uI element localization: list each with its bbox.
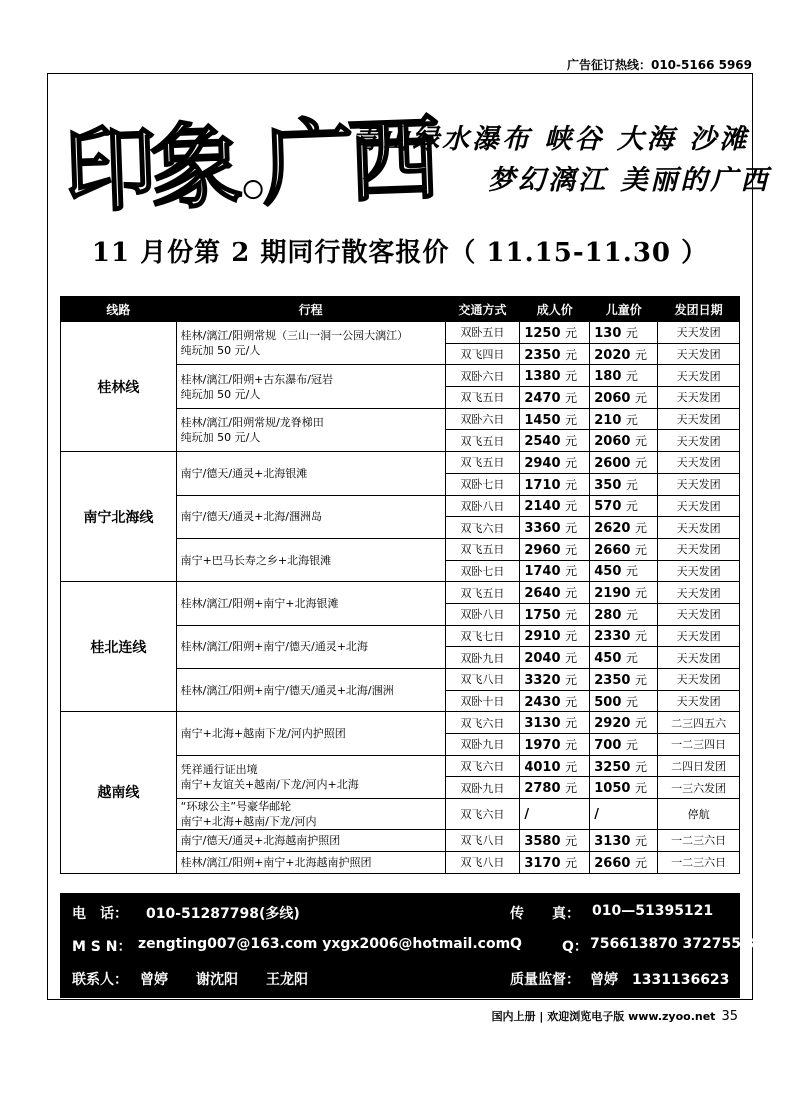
- child-price-cell: [590, 322, 658, 344]
- currency-unit: 元: [565, 781, 578, 796]
- child-price-value: 700: [594, 737, 622, 753]
- departure-cell: 天天发团: [658, 582, 740, 604]
- currency-unit: 元: [625, 564, 638, 579]
- supervisor-label: 质量监督：: [510, 972, 580, 988]
- currency-unit: 元: [634, 542, 647, 557]
- child-price-cell: [590, 669, 658, 691]
- itinerary-line: 纯玩加 50 元/人: [180, 430, 261, 444]
- currency-unit: 元: [565, 586, 578, 601]
- table-row: [61, 712, 740, 734]
- route-name: 桂北连线: [61, 582, 177, 712]
- adult-price-cell: [520, 851, 590, 873]
- departure-cell: 天天发团: [658, 365, 740, 387]
- child-price-value: 1050: [594, 781, 631, 797]
- currency-unit: 元: [634, 716, 647, 731]
- adult-price-value: 1740: [524, 564, 561, 580]
- adult-price-value: 1970: [524, 737, 561, 753]
- itinerary-line: 南宁+北海+越南/下龙/河内: [180, 815, 317, 829]
- itinerary-cell: [176, 830, 445, 852]
- adult-price-cell: [520, 625, 590, 647]
- departure-cell: 二三四五六: [658, 712, 740, 734]
- currency-unit: 元: [565, 455, 578, 470]
- currency-unit: 元: [565, 347, 578, 362]
- departure-cell: 一二三六日: [658, 830, 740, 852]
- transport-cell: 双卧八日: [445, 603, 520, 625]
- child-price-cell: [590, 755, 658, 777]
- page-number: 35: [721, 1009, 738, 1024]
- child-price-value: 570: [594, 499, 622, 515]
- departure-cell: 天天发团: [658, 538, 740, 560]
- departure-cell: 天天发团: [658, 625, 740, 647]
- adult-price-value: 2540: [524, 434, 561, 450]
- contacts-names: 曾婷 谢沈阳 王龙阳: [140, 972, 308, 988]
- adult-price-cell: [520, 582, 590, 604]
- departure-cell: 天天发团: [658, 560, 740, 582]
- itinerary-line: 桂林/漓江/阳朔+古东瀑布/冠岩: [180, 372, 334, 386]
- child-price-value: 130: [594, 325, 622, 341]
- departure-cell: 天天发团: [658, 387, 740, 409]
- child-price-cell: [590, 452, 658, 474]
- departure-cell: 二四日发团: [658, 755, 740, 777]
- adult-price-cell: [520, 387, 590, 409]
- itinerary-cell: [176, 322, 445, 365]
- itinerary-cell: [176, 495, 445, 538]
- table-row: [61, 452, 740, 474]
- departure-cell: 天天发团: [658, 517, 740, 539]
- child-price-cell: [590, 777, 658, 799]
- currency-unit: 元: [625, 325, 638, 340]
- qq-label: Q：: [562, 939, 588, 955]
- currency-unit: 元: [625, 694, 638, 709]
- child-price-value: 2620: [594, 521, 631, 537]
- col-header-adult-price: 成人价: [520, 297, 590, 322]
- transport-cell: 双卧八日: [445, 495, 520, 517]
- currency-unit: 元: [634, 455, 647, 470]
- departure-cell: 天天发团: [658, 343, 740, 365]
- adult-price-cell: [520, 343, 590, 365]
- currency-unit: 元: [634, 521, 647, 536]
- currency-unit: 元: [565, 434, 578, 449]
- page-footer: [492, 1008, 738, 1024]
- slogan-line-1: 青山绿水瀑布 峡谷 大海 沙滩: [352, 124, 750, 155]
- adult-price-cell: [520, 712, 590, 734]
- departure-cell: 天天发团: [658, 603, 740, 625]
- child-price-value: 3130: [594, 833, 631, 849]
- child-price-cell: [590, 625, 658, 647]
- itinerary-cell: [176, 851, 445, 873]
- currency-unit: 元: [634, 347, 647, 362]
- currency-unit: 元: [634, 672, 647, 687]
- currency-unit: 元: [565, 629, 578, 644]
- table-header-row: [61, 297, 740, 322]
- currency-unit: 元: [634, 855, 647, 870]
- transport-cell: 双卧十日: [445, 690, 520, 712]
- itinerary-line: 南宁/德天/通灵+北海/涠洲岛: [180, 510, 323, 524]
- currency-unit: 元: [565, 564, 578, 579]
- adult-price-cell: [520, 603, 590, 625]
- currency-unit: 元: [565, 325, 578, 340]
- transport-cell: 双飞八日: [445, 669, 520, 691]
- currency-unit: 元: [634, 586, 647, 601]
- departure-cell: 天天发团: [658, 430, 740, 452]
- route-name: 桂林线: [61, 322, 177, 452]
- transport-cell: 双飞六日: [445, 799, 520, 830]
- adult-price-cell: [520, 647, 590, 669]
- adult-price-value: 2140: [524, 499, 561, 515]
- adult-price-value: 1380: [524, 369, 561, 385]
- currency-unit: 元: [565, 412, 578, 427]
- adult-price-cell: [520, 452, 590, 474]
- itinerary-cell: [176, 538, 445, 581]
- child-price-cell: [590, 408, 658, 430]
- currency-unit: 元: [634, 434, 647, 449]
- departure-cell: 天天发团: [658, 495, 740, 517]
- adult-price-value: /: [524, 806, 530, 822]
- route-name: 南宁北海线: [61, 452, 177, 582]
- adult-price-cell: [520, 734, 590, 756]
- table-row: [61, 582, 740, 604]
- currency-unit: 元: [565, 521, 578, 536]
- adult-price-cell: [520, 669, 590, 691]
- slogan-line-2: 梦幻漓江 美丽的广西: [488, 165, 771, 196]
- currency-unit: 元: [565, 737, 578, 752]
- adult-price-cell: [520, 777, 590, 799]
- child-price-cell: [590, 799, 658, 830]
- adult-price-value: 2640: [524, 586, 561, 602]
- itinerary-line: 南宁+北海+越南下龙/河内护照团: [180, 727, 346, 741]
- currency-unit: 元: [565, 855, 578, 870]
- child-price-cell: [590, 473, 658, 495]
- currency-unit: 元: [625, 499, 638, 514]
- adult-price-value: 2470: [524, 390, 561, 406]
- adult-price-cell: [520, 430, 590, 452]
- child-price-cell: [590, 647, 658, 669]
- adult-price-cell: [520, 322, 590, 344]
- itinerary-line: 桂林/漓江/阳朔+南宁/德天/通灵+北海/涠洲: [180, 683, 394, 697]
- itinerary-line: 桂林/漓江/阳朔常规/龙脊梯田: [180, 415, 324, 429]
- departure-cell: 天天发团: [658, 452, 740, 474]
- adult-price-value: 3170: [524, 855, 561, 871]
- departure-cell: 一二三四日: [658, 734, 740, 756]
- child-price-cell: [590, 603, 658, 625]
- adult-price-value: 2040: [524, 651, 561, 667]
- col-header-itinerary: 行程: [176, 297, 445, 322]
- child-price-value: 2660: [594, 542, 631, 558]
- transport-cell: 双飞七日: [445, 625, 520, 647]
- child-price-value: 2060: [594, 390, 631, 406]
- adult-price-cell: [520, 538, 590, 560]
- child-price-cell: [590, 517, 658, 539]
- ad-hotline: 广告征订热线：010-5166 5969: [566, 58, 752, 72]
- transport-cell: 双飞六日: [445, 755, 520, 777]
- adult-price-cell: [520, 830, 590, 852]
- logo-impression-guangxi: 印象.广西: [62, 104, 437, 226]
- child-price-cell: [590, 387, 658, 409]
- currency-unit: 元: [565, 542, 578, 557]
- currency-unit: 元: [634, 759, 647, 774]
- adult-price-value: 2350: [524, 347, 561, 363]
- child-price-value: 2330: [594, 629, 631, 645]
- adult-price-value: 1710: [524, 477, 561, 493]
- transport-cell: 双卧七日: [445, 473, 520, 495]
- child-price-cell: [590, 734, 658, 756]
- departure-cell: 一三六发团: [658, 777, 740, 799]
- adult-price-cell: [520, 755, 590, 777]
- transport-cell: 双卧九日: [445, 734, 520, 756]
- transport-cell: 双飞五日: [445, 538, 520, 560]
- transport-cell: 双飞六日: [445, 712, 520, 734]
- currency-unit: 元: [565, 672, 578, 687]
- transport-cell: 双飞四日: [445, 343, 520, 365]
- itinerary-cell: [176, 755, 445, 798]
- currency-unit: 元: [565, 716, 578, 731]
- itinerary-line: 桂林/漓江/阳朔+南宁/德天/通灵+北海: [180, 640, 368, 654]
- child-price-value: /: [594, 806, 599, 822]
- child-price-cell: [590, 365, 658, 387]
- child-price-value: 2600: [594, 455, 631, 471]
- adult-price-cell: [520, 473, 590, 495]
- itinerary-line: 桂林/漓江/阳朔+南宁+北海越南护照团: [180, 855, 372, 869]
- child-price-value: 2190: [594, 586, 631, 602]
- child-price-cell: [590, 582, 658, 604]
- col-header-departure: 发团日期: [658, 297, 740, 322]
- child-price-value: 3250: [594, 759, 631, 775]
- currency-unit: 元: [625, 737, 638, 752]
- phone-label: 电 话：: [72, 906, 128, 922]
- adult-price-value: 2910: [524, 629, 561, 645]
- departure-cell: 天天发团: [658, 690, 740, 712]
- itinerary-line: 桂林/漓江/阳朔常规（三山一洞一公园大漓江）: [180, 329, 409, 343]
- supervisor-contact: 曾婷 1331136623: [590, 972, 730, 988]
- transport-cell: 双飞五日: [445, 430, 520, 452]
- currency-unit: 元: [565, 694, 578, 709]
- itinerary-cell: [176, 712, 445, 755]
- msn-label: M S N：: [72, 939, 132, 955]
- adult-price-value: 3360: [524, 521, 561, 537]
- fax-number: 010—51395121: [592, 903, 714, 919]
- departure-cell: 天天发团: [658, 647, 740, 669]
- transport-cell: 双卧五日: [445, 322, 520, 344]
- transport-cell: 双卧六日: [445, 365, 520, 387]
- qq-numbers: 756613870 372755583: [590, 936, 771, 952]
- adult-price-value: 2940: [524, 455, 561, 471]
- child-price-cell: [590, 712, 658, 734]
- table-row: [61, 322, 740, 344]
- currency-unit: 元: [565, 651, 578, 666]
- currency-unit: 元: [565, 499, 578, 514]
- child-price-value: 500: [594, 694, 622, 710]
- itinerary-line: 南宁+友谊关+越南/下龙/河内+北海: [180, 777, 359, 791]
- col-header-child-price: 儿童价: [590, 297, 658, 322]
- contact-bar: [60, 893, 771, 998]
- col-header-route: 线路: [61, 297, 177, 322]
- child-price-value: 450: [594, 564, 622, 580]
- phone-number: 010-51287798(多线): [146, 906, 300, 922]
- child-price-cell: [590, 495, 658, 517]
- adult-price-cell: [520, 560, 590, 582]
- transport-cell: 双卧七日: [445, 560, 520, 582]
- currency-unit: 元: [565, 607, 578, 622]
- child-price-value: 2020: [594, 347, 631, 363]
- itinerary-line: “环球公主”号豪华邮轮: [180, 800, 292, 814]
- transport-cell: 双飞五日: [445, 582, 520, 604]
- adult-price-value: 3130: [524, 716, 561, 732]
- adult-price-value: 3320: [524, 672, 561, 688]
- itinerary-line: 纯玩加 50 元/人: [180, 387, 261, 401]
- transport-cell: 双飞八日: [445, 830, 520, 852]
- departure-cell: 天天发团: [658, 322, 740, 344]
- msn-accounts: zengting007@163.com yxgx2006@hotmail.com: [138, 936, 511, 952]
- currency-unit: 元: [565, 833, 578, 848]
- itinerary-line: 南宁+巴马长寿之乡+北海银滩: [180, 553, 332, 567]
- currency-unit: 元: [565, 759, 578, 774]
- itinerary-line: 桂林/漓江/阳朔+南宁+北海银滩: [180, 596, 339, 610]
- itinerary-cell: [176, 799, 445, 830]
- route-name: 越南线: [61, 712, 177, 873]
- departure-cell: 天天发团: [658, 669, 740, 691]
- page-title: 11 月份第 2 期同行散客报价（ 11.15-11.30 ）: [91, 238, 709, 268]
- child-price-value: 280: [594, 607, 622, 623]
- transport-cell: 双飞五日: [445, 387, 520, 409]
- itinerary-cell: [176, 582, 445, 625]
- adult-price-value: 2430: [524, 694, 561, 710]
- child-price-value: 350: [594, 477, 622, 493]
- adult-price-value: 1750: [524, 607, 561, 623]
- transport-cell: 双卧六日: [445, 408, 520, 430]
- itinerary-line: 南宁/德天/通灵+北海银滩: [180, 466, 308, 480]
- child-price-value: 2920: [594, 716, 631, 732]
- adult-price-cell: [520, 408, 590, 430]
- child-price-cell: [590, 690, 658, 712]
- child-price-value: 2060: [594, 434, 631, 450]
- q-label: Q: [510, 936, 522, 952]
- adult-price-cell: [520, 495, 590, 517]
- transport-cell: 双卧九日: [445, 777, 520, 799]
- child-price-value: 450: [594, 651, 622, 667]
- itinerary-cell: [176, 625, 445, 668]
- child-price-value: 2660: [594, 855, 631, 871]
- adult-price-cell: [520, 517, 590, 539]
- departure-cell: 天天发团: [658, 473, 740, 495]
- currency-unit: 元: [565, 390, 578, 405]
- child-price-cell: [590, 538, 658, 560]
- currency-unit: 元: [634, 629, 647, 644]
- departure-cell: 一二三六日: [658, 851, 740, 873]
- adult-price-value: 1250: [524, 325, 561, 341]
- adult-price-cell: [520, 690, 590, 712]
- currency-unit: 元: [565, 369, 578, 384]
- currency-unit: 元: [634, 833, 647, 848]
- itinerary-line: 纯玩加 50 元/人: [180, 344, 261, 358]
- child-price-value: 180: [594, 369, 622, 385]
- adult-price-value: 3580: [524, 833, 561, 849]
- child-price-value: 2350: [594, 672, 631, 688]
- child-price-cell: [590, 560, 658, 582]
- adult-price-value: 1450: [524, 412, 561, 428]
- col-header-transport: 交通方式: [445, 297, 520, 322]
- child-price-cell: [590, 830, 658, 852]
- price-table: [60, 296, 740, 874]
- currency-unit: 元: [625, 477, 638, 492]
- child-price-value: 210: [594, 412, 622, 428]
- itinerary-cell: [176, 452, 445, 495]
- currency-unit: 元: [565, 477, 578, 492]
- currency-unit: 元: [625, 412, 638, 427]
- transport-cell: 双飞八日: [445, 851, 520, 873]
- currency-unit: 元: [634, 781, 647, 796]
- adult-price-cell: [520, 365, 590, 387]
- itinerary-line: 凭祥通行证出境: [180, 762, 258, 776]
- fax-label: 传 真：: [510, 906, 580, 922]
- itinerary-cell: [176, 669, 445, 712]
- adult-price-cell: [520, 799, 590, 830]
- transport-cell: 双飞五日: [445, 452, 520, 474]
- itinerary-cell: [176, 408, 445, 451]
- contacts-label: 联系人：: [72, 972, 128, 988]
- itinerary-line: 南宁/德天/通灵+北海越南护照团: [180, 833, 341, 847]
- currency-unit: 元: [625, 369, 638, 384]
- currency-unit: 元: [625, 651, 638, 666]
- itinerary-cell: [176, 365, 445, 408]
- child-price-cell: [590, 430, 658, 452]
- child-price-cell: [590, 343, 658, 365]
- adult-price-value: 4010: [524, 759, 561, 775]
- departure-cell: 停航: [658, 799, 740, 830]
- child-price-cell: [590, 851, 658, 873]
- adult-price-value: 2960: [524, 542, 561, 558]
- currency-unit: 元: [625, 607, 638, 622]
- currency-unit: 元: [634, 390, 647, 405]
- transport-cell: 双飞六日: [445, 517, 520, 539]
- footer-text: 国内上册 | 欢迎浏览电子版 www.zyoo.net: [491, 1010, 716, 1023]
- transport-cell: 双卧九日: [445, 647, 520, 669]
- adult-price-value: 2780: [524, 781, 561, 797]
- departure-cell: 天天发团: [658, 408, 740, 430]
